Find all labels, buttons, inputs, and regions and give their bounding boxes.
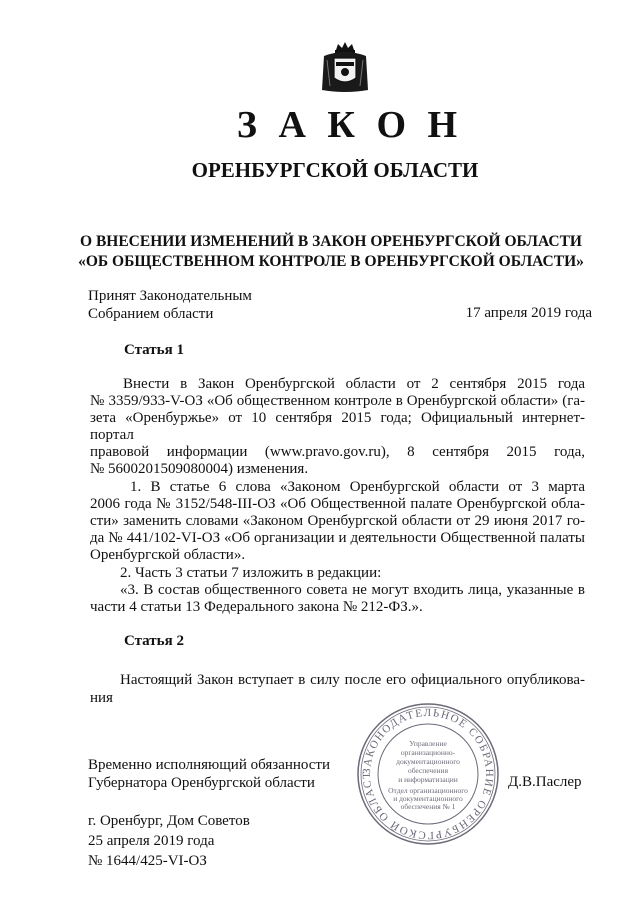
stamp-inner-1: Управление	[409, 739, 447, 748]
document-subtitle: ОРЕНБУРГСКОЙ ОБЛАСТИ	[191, 158, 479, 182]
law-name-line-2: «ОБ ОБЩЕСТВЕННОМ КОНТРОЛЕ В ОРЕНБУРГСКОЙ ОБЛАСТИ»	[78, 253, 584, 270]
item2-text-line-2: части 4 статьи 13 Федерального закона № 212-ФЗ.».	[90, 599, 423, 615]
article-2-heading: Статья 2	[124, 633, 184, 649]
item1-line-2: 2006 года № 3152/548-III-ОЗ «Об Общественной палате Оренбургской обла-	[90, 496, 585, 512]
item1-line-4: да № 441/102-VI-ОЗ «Об организации и деятельности Общественной палаты	[90, 530, 585, 546]
law-name	[70, 232, 592, 272]
intro-line-3: зета «Оренбуржье» от 10 сентября 2015 года; Официальный интернет-портал	[90, 410, 585, 443]
stamp-inner-5: и информатизации	[398, 775, 458, 784]
item2-text-line-1: «3. В состав общественного совета не могут входить лица, указанные в	[120, 582, 585, 598]
signature-position-line-1: Временно исполняющий обязанности	[88, 757, 331, 773]
adoption-line-2: Собранием области	[88, 306, 214, 322]
stamp-ring-text: ЗАКОНОДАТЕЛЬНОЕ СОБРАНИЕ ОРЕНБУРГСКОЙ ОБЛАСТ	[360, 706, 496, 842]
item1-line-3: сти» заменить словами «Законом Оренбургской области от 29 июня 2017 го-	[90, 513, 585, 529]
article-2-text	[90, 671, 585, 707]
adoption-date: 17 апреля 2019 года	[465, 305, 592, 321]
intro-line-4: правовой информации (www.pravo.gov.ru), 8 сентября 2015 года,	[90, 444, 585, 460]
footer-block	[88, 811, 388, 871]
coat-of-arms-emblem	[318, 40, 372, 94]
intro-line-1: Внести в Закон Оренбургской области от 2 сентября 2015 года	[123, 376, 585, 392]
article-1-item-2-text	[90, 582, 585, 616]
stamp-inner-6: Отдел организационного	[388, 786, 468, 795]
adoption-body	[88, 287, 328, 323]
item1-line-1: 1. В статье 6 слова «Законом Оренбургской области от 3 марта	[130, 479, 585, 495]
article-1-heading: Статья 1	[124, 342, 184, 358]
article-1-item-1	[90, 479, 585, 564]
stamp-inner-3: документационного	[396, 757, 460, 766]
adoption-line-1: Принят Законодательным	[88, 288, 252, 304]
stamp-inner-2: организационно-	[400, 748, 456, 757]
signature-name: Д.В.Паслер	[508, 774, 582, 790]
signature-position	[88, 756, 368, 792]
article2-line-2: ния	[90, 690, 113, 706]
stamp-inner-8: обеспечения № 1	[400, 802, 456, 811]
stamp-inner-7: и документационного	[393, 794, 463, 803]
footer-number: № 1644/425-VI-ОЗ	[88, 853, 207, 869]
item1-line-5: Оренбургской области».	[90, 547, 246, 563]
footer-place: г. Оренбург, Дом Советов	[88, 813, 250, 829]
intro-line-5: № 5600201509080004) изменения.	[90, 461, 309, 477]
stamp-inner-4: обеспечения	[407, 766, 449, 775]
article-1-intro	[90, 376, 585, 478]
intro-line-2: № 3359/933-V-ОЗ «Об общественном контроле в Оренбургской области» (га-	[90, 393, 585, 409]
article-1-item-2: 2. Часть 3 статьи 7 изложить в редакции:	[120, 565, 382, 581]
law-name-line-1: О ВНЕСЕНИИ ИЗМЕНЕНИЙ В ЗАКОН ОРЕНБУРГСКОЙ ОБЛАСТИ	[80, 233, 582, 250]
signature-position-line-2: Губернатора Оренбургской области	[88, 775, 315, 791]
document-title: З А К О Н	[236, 104, 464, 146]
footer-date: 25 апреля 2019 года	[88, 833, 215, 849]
article2-line-1: Настоящий Закон вступает в силу после его официального опубликова-	[120, 672, 585, 688]
